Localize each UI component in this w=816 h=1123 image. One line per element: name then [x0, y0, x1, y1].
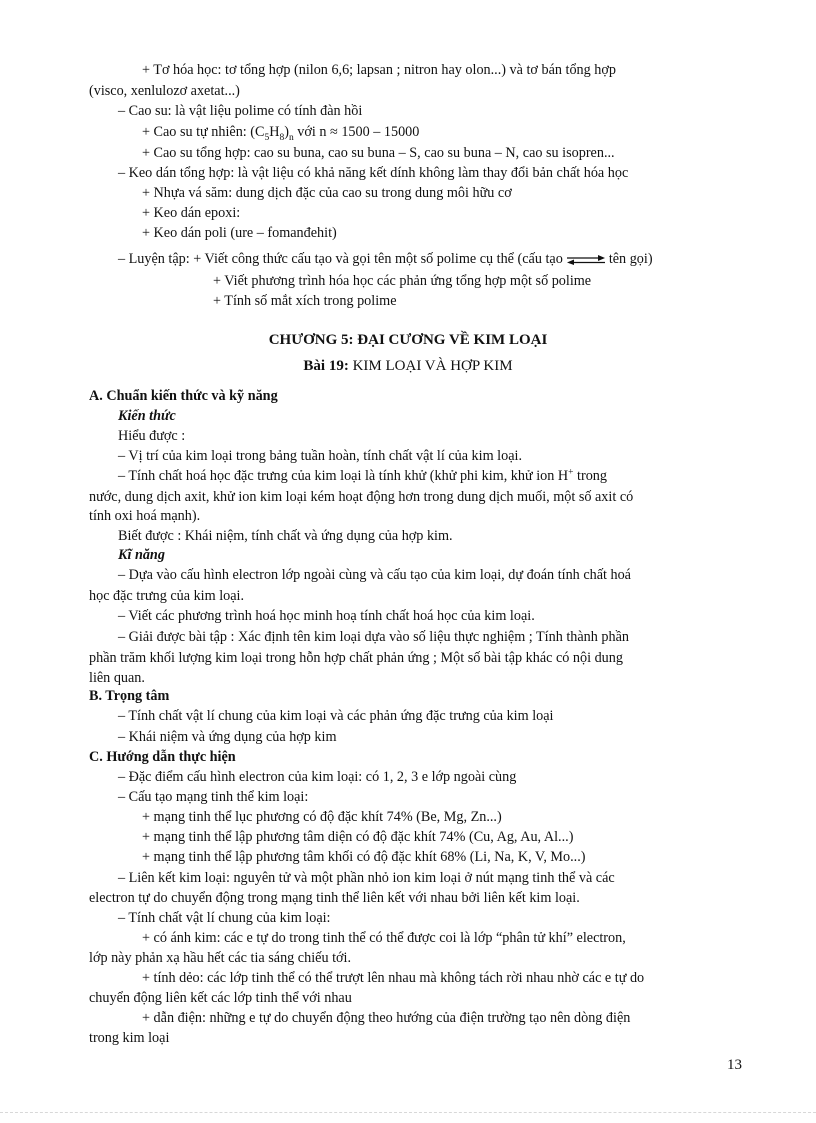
text-line: – Cao su: là vật liệu polime có tính đàn hồi — [118, 103, 363, 119]
text-line: – Luyện tập: + Viết công thức cấu tạo và gọi tên một số polime cụ thể (cấu tạo tên gọi) — [118, 251, 653, 267]
text-line: học đặc trưng của kim loại. — [89, 588, 245, 604]
chapter-title: CHƯƠNG 5: ĐẠI CƯƠNG VỀ KIM LOẠI — [268, 332, 548, 348]
text-line: trong kim loại — [89, 1030, 170, 1046]
section-heading: C. Hướng dẫn thực hiện — [89, 749, 236, 765]
text-line: + Nhựa vá săm: dung dịch đặc của cao su trong dung môi hữu cơ — [142, 185, 512, 201]
text-line: + Tính số mắt xích trong polime — [213, 293, 397, 309]
text-line: chuyển động liên kết các lớp tinh thể với nhau — [89, 990, 352, 1006]
text-line: liên quan. — [89, 670, 145, 686]
text-line: + Cao su tổng hợp: cao su buna, cao su buna – S, cao su buna – N, cao su isopren... — [142, 145, 615, 161]
text-line: + Tơ hóa học: tơ tổng hợp (nilon 6,6; lapsan ; nitron hay olon...) và tơ bán tổng hợp — [142, 62, 616, 78]
text-line: phần trăm khối lượng kim loại trong hỗn hợp chất phản ứng ; Một số bài tập khác có nội dung — [89, 650, 623, 666]
section-heading: A. Chuẩn kiến thức và kỹ năng — [89, 388, 278, 404]
text-line: nước, dung dịch axit, khử ion kim loại kém hoạt động hơn trong dung dịch muối, một số axit có — [89, 489, 634, 505]
text-line: + Keo dán epoxi: — [142, 205, 241, 221]
text-line: – Tính chất hoá học đặc trưng của kim loại là tính khử (khử phi kim, khử ion H+ trong — [118, 467, 607, 484]
equilibrium-arrows-icon — [566, 255, 606, 265]
text-line: Biết được : Khái niệm, tính chất và ứng dụng của hợp kim. — [118, 528, 453, 544]
text-line: + có ánh kim: các e tự do trong tinh thể có thể được coi là lớp “phân tử khí” electron, — [142, 930, 626, 946]
text-line: tính oxi hoá mạnh). — [89, 508, 201, 524]
text-line: – Keo dán tổng hợp: là vật liệu có khả năng kết dính không làm thay đổi bản chất hóa học — [118, 165, 629, 181]
text-line: + mạng tinh thể lục phương có độ đặc khít 74% (Be, Mg, Zn...) — [142, 809, 502, 825]
text-line: – Giải được bài tập : Xác định tên kim loại dựa vào số liệu thực nghiệm ; Tính thành phần — [118, 629, 629, 645]
text-line: – Đặc điểm cấu hình electron của kim loại: có 1, 2, 3 e lớp ngoài cùng — [118, 769, 517, 785]
text-line: + tính dẻo: các lớp tinh thể có thể trượt lên nhau mà không tách rời nhau nhờ các e tự do — [142, 970, 645, 986]
text-line: + Keo dán poli (ure – fomanđehit) — [142, 225, 337, 241]
text-line: + dẫn điện: những e tự do chuyển động theo hướng của điện trường tạo nên dòng điện — [142, 1010, 631, 1026]
text-line: (visco, xenlulozơ axetat...) — [89, 83, 240, 99]
formula-line: + Cao su tự nhiên: $(C_5H_8)_n$ với n ≈ 1500 – 15000 — [142, 124, 420, 143]
text-line: – Cấu tạo mạng tinh thể kim loại: — [118, 789, 309, 805]
text-line: + mạng tinh thể lập phương tâm diện có độ đặc khít 74% (Cu, Ag, Au, Al...) — [142, 829, 574, 845]
text-line: lớp này phản xạ hầu hết các tia sáng chiếu tới. — [89, 950, 352, 966]
text-line: – Tính chất vật lí chung của kim loại và các phản ứng đặc trưng của kim loại — [118, 708, 554, 724]
text-line: + mạng tinh thể lập phương tâm khối có độ đặc khít 68% (Li, Na, K, V, Mo...) — [142, 849, 586, 865]
text-line: + Viết phương trình hóa học các phản ứng tổng hợp một số polime — [213, 273, 592, 289]
lesson-title: Bài 19: KIM LOẠI VÀ HỢP KIM — [303, 358, 513, 374]
text-line: – Vị trí của kim loại trong bảng tuần hoàn, tính chất vật lí của kim loại. — [118, 448, 522, 464]
text-line: – Khái niệm và ứng dụng của hợp kim — [118, 729, 337, 745]
page-bottom-divider — [0, 1112, 816, 1113]
text-line: – Tính chất vật lí chung của kim loại: — [118, 910, 331, 926]
subsection-heading: Kĩ năng — [118, 547, 165, 563]
text-line: – Viết các phương trình hoá học minh hoạ tính chất hoá học của kim loại. — [118, 608, 535, 624]
text-line: Hiểu được : — [118, 428, 186, 444]
text-line: electron tự do chuyển động trong mạng tinh thể liên kết với nhau bởi liên kết kim loại. — [89, 890, 580, 906]
text-line: – Liên kết kim loại: nguyên tử và một phần nhỏ ion kim loại ở nút mạng tinh thể và các — [118, 870, 615, 886]
subsection-heading: Kiến thức — [118, 408, 176, 424]
page-number: 13 — [727, 1057, 742, 1073]
text-line: – Dựa vào cấu hình electron lớp ngoài cùng và cấu tạo của kim loại, dự đoán tính chất hoá — [118, 567, 631, 583]
section-heading: B. Trọng tâm — [89, 688, 170, 704]
